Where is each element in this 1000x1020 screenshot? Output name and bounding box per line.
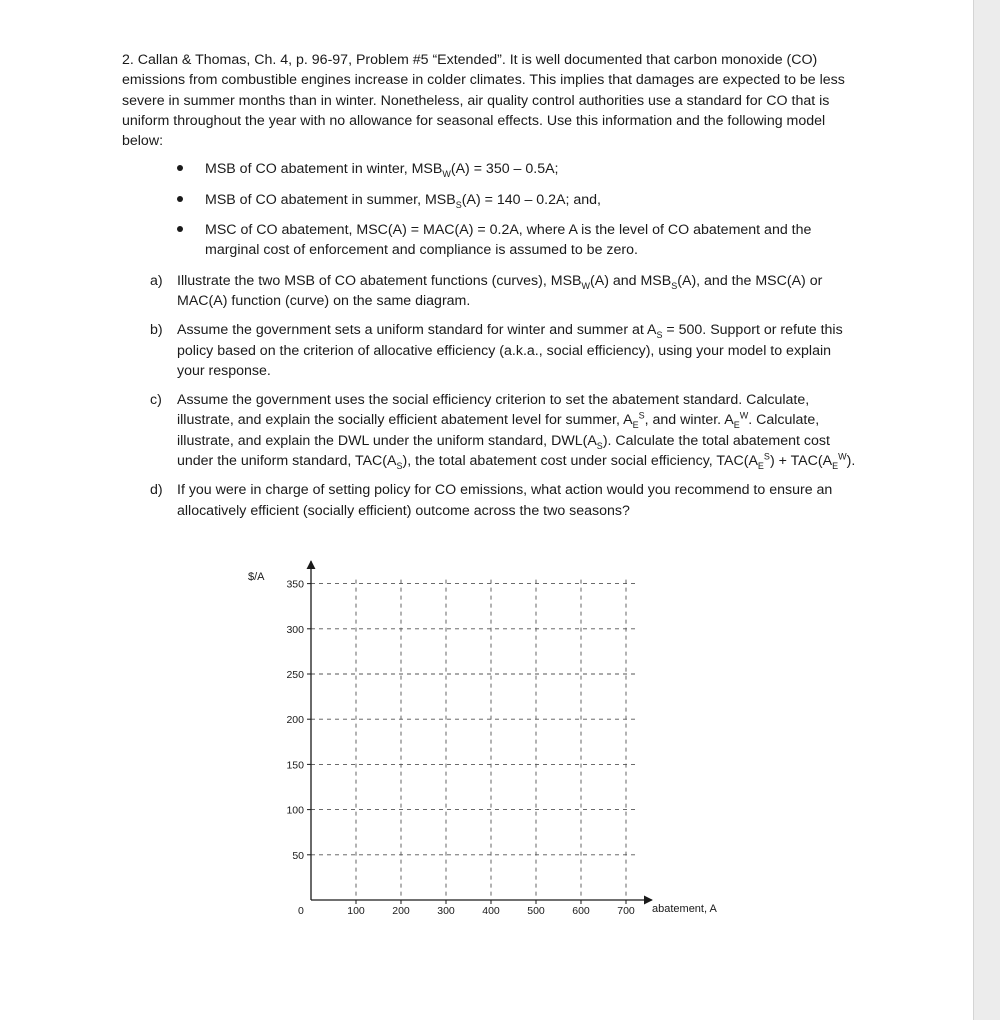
origin-label: 0 (298, 905, 304, 917)
question-parts (122, 271, 857, 521)
list-item: MSB of CO abatement in summer, $MSB_S(A) = 140 - 0.2A$; and, (122, 190, 857, 210)
graph-svg (240, 555, 740, 930)
x-tick-label: 200 (392, 905, 410, 917)
part-d: d) If you were in charge of setting policy for CO emissions, what action would you recommend to ensure an allocatively efficient (socially efficient) outcome across the two seasons? (150, 482, 833, 519)
y-tick-label: 300 (286, 623, 304, 636)
x-axis-label: abatement, A (652, 903, 717, 915)
blank-graph (240, 555, 740, 930)
y-tick-label: 150 (286, 759, 304, 772)
x-tick-label: 400 (482, 905, 500, 917)
problem-intro: 2. Callan & Thomas, Ch. 4, p. 96-97, Problem #5 “Extended”. It is well documented that carbon monoxide (CO) emissions from combustible engines increase in colder climates. This implies that damages are expected to be less severe in summer months than in winter. Nonetheless, air quality control authorities use a standard for CO that is uniform throughout the year with no allowance for seasonal effects. Use this information and the following model below: (122, 52, 845, 150)
y-axis-label: $/A (248, 571, 265, 583)
y-tick-label: 250 (286, 669, 304, 681)
x-tick-label: 100 (347, 905, 365, 917)
part-c: c) Assume the government uses the social efficiency criterion to set the abatement standard. Calculate, illustrate, and explain the socially efficient abatement level for summer, $A_E^S$, and winter. $A_E^W$. Calculate, illustrate, and explain the DWL under the uniform standard, $DWL(A_S)$. Calculate the total abatement cost under the uniform standard, $TAC(A_S)$, the total abatement cost under social efficiency, $TAC(A_E^S) + TAC(A_E^W)$. (150, 392, 856, 471)
part-b: b) Assume the government sets a uniform standard for winter and summer at $A_S = 500$. Support or refute this policy based on the criterion of allocative efficiency (a.k.a., social efficiency), using your model to explain your response. (150, 322, 843, 379)
bullet-icon (177, 226, 183, 232)
y-tick-label: 200 (286, 714, 304, 727)
list-item: MSB of CO abatement in winter, $MSB_W(A) = 350 - 0.5A$; (122, 159, 857, 179)
y-tick-label: 350 (286, 578, 304, 591)
bullet-icon (177, 196, 183, 202)
grid-lines (311, 580, 638, 900)
problem-text (122, 50, 857, 530)
x-ticks (347, 900, 635, 917)
model-list (122, 159, 857, 260)
x-tick-label: 500 (527, 905, 545, 917)
x-tick-label: 700 (617, 905, 635, 917)
y-tick-label: 50 (292, 849, 304, 862)
y-ticks (286, 579, 311, 862)
part-a: a) Illustrate the two MSB of CO abatement functions (curves), $MSB_W(A)$ and $MSB_S(A)$, and the MSC(A) or MAC(A) function (curve) on the same diagram. (150, 272, 823, 309)
x-tick-label: 300 (437, 905, 455, 917)
list-item: MSC of CO abatement, MSC(A) = MAC(A) = 0.2A, where A is the level of CO abatement and the marginal cost of enforcement and compliance is assumed to be zero. (122, 220, 857, 261)
bullet-icon (177, 165, 183, 171)
x-tick-label: 600 (572, 905, 590, 917)
y-tick-label: 100 (286, 804, 304, 817)
